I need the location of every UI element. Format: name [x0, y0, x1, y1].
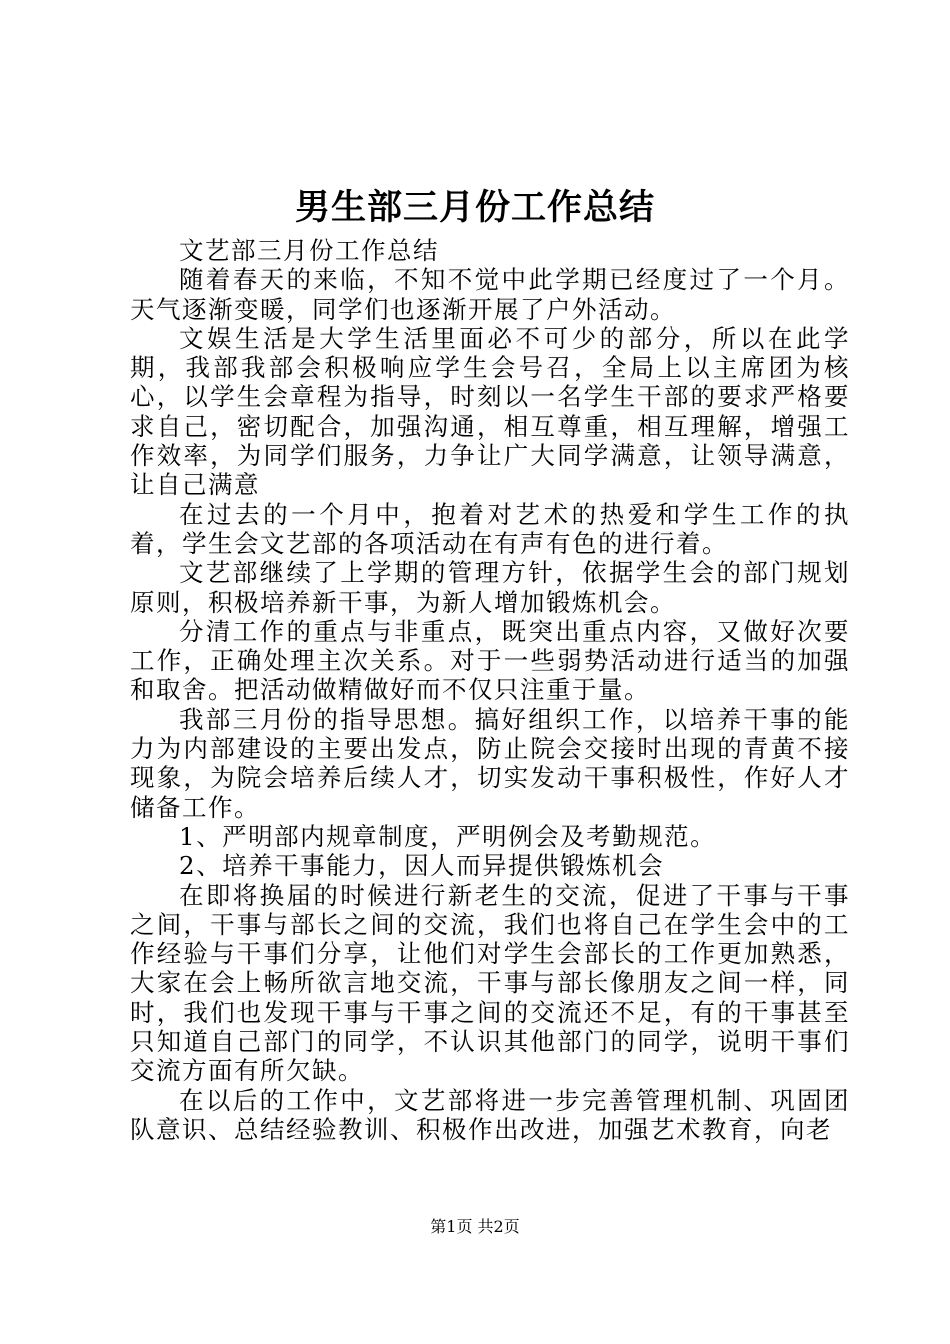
list-item: 1、严明部内规章制度，严明例会及考勤规范。 — [179, 821, 717, 851]
paragraph: 在即将换届的时候进行新老生的交流，促进了干事与干事之间，干事与部长之间的交流，我们也将自己在学生会中的工作经验与干事们分享，让他们对学生会部长的工作更加熟悉，大家在会上畅所欲言地交流，干事与部长像朋友之间一样，同时，我们也发现干事与干事之间的交流还不足，有的干事甚至只知道自己部门的同学，不认识其他部门的同学，说明干事们交流方面有所欠缺。 — [130, 880, 850, 1086]
paragraph: 在以后的工作中，文艺部将进一步完善管理机制、巩固团队意识、总结经验教训、积极作出改进，加强艺术教育，向老 — [130, 1085, 850, 1144]
paragraph: 文艺部三月份工作总结 — [179, 236, 439, 265]
page-number-footer: 第1页 共2页 — [430, 1217, 520, 1236]
paragraph: 分清工作的重点与非重点，既突出重点内容，又做好次要工作，正确处理主次关系。对于一些弱势活动进行适当的加强和取舍。把活动做精做好而不仅只注重于量。 — [130, 616, 850, 705]
paragraph: 文娱生活是大学生活里面必不可少的部分，所以在此学期，我部我部会积极响应学生会号召，全局上以主席团为核心，以学生会章程为指导，时刻以一名学生干部的要求严格要求自己，密切配合，加强沟通，相互尊重，相互理解，增强工作效率，为同学们服务，力争让广大同学满意，让领导满意，让自己满意 — [130, 323, 850, 500]
document-body — [130, 236, 850, 1144]
list-item: 2、培养干事能力，因人而异提供锻炼机会 — [179, 851, 665, 881]
paragraph: 文艺部继续了上学期的管理方针，依据学生会的部门规划原则，积极培养新干事，为新人增加锻炼机会。 — [130, 558, 850, 617]
document-title: 男生部三月份工作总结 — [294, 187, 655, 228]
paragraph: 在过去的一个月中，抱着对艺术的热爱和学生工作的执着，学生会文艺部的各项活动在有声有色的进行着。 — [130, 499, 850, 558]
paragraph: 我部三月份的指导思想。搞好组织工作，以培养干事的能力为内部建设的主要出发点，防止院会交接时出现的青黄不接现象，为院会培养后续人才，切实发动干事积极性，作好人才储备工作。 — [130, 704, 850, 822]
paragraph: 随着春天的来临，不知不觉中此学期已经度过了一个月。天气逐渐变暖，同学们也逐渐开展了户外活动。 — [130, 265, 850, 324]
